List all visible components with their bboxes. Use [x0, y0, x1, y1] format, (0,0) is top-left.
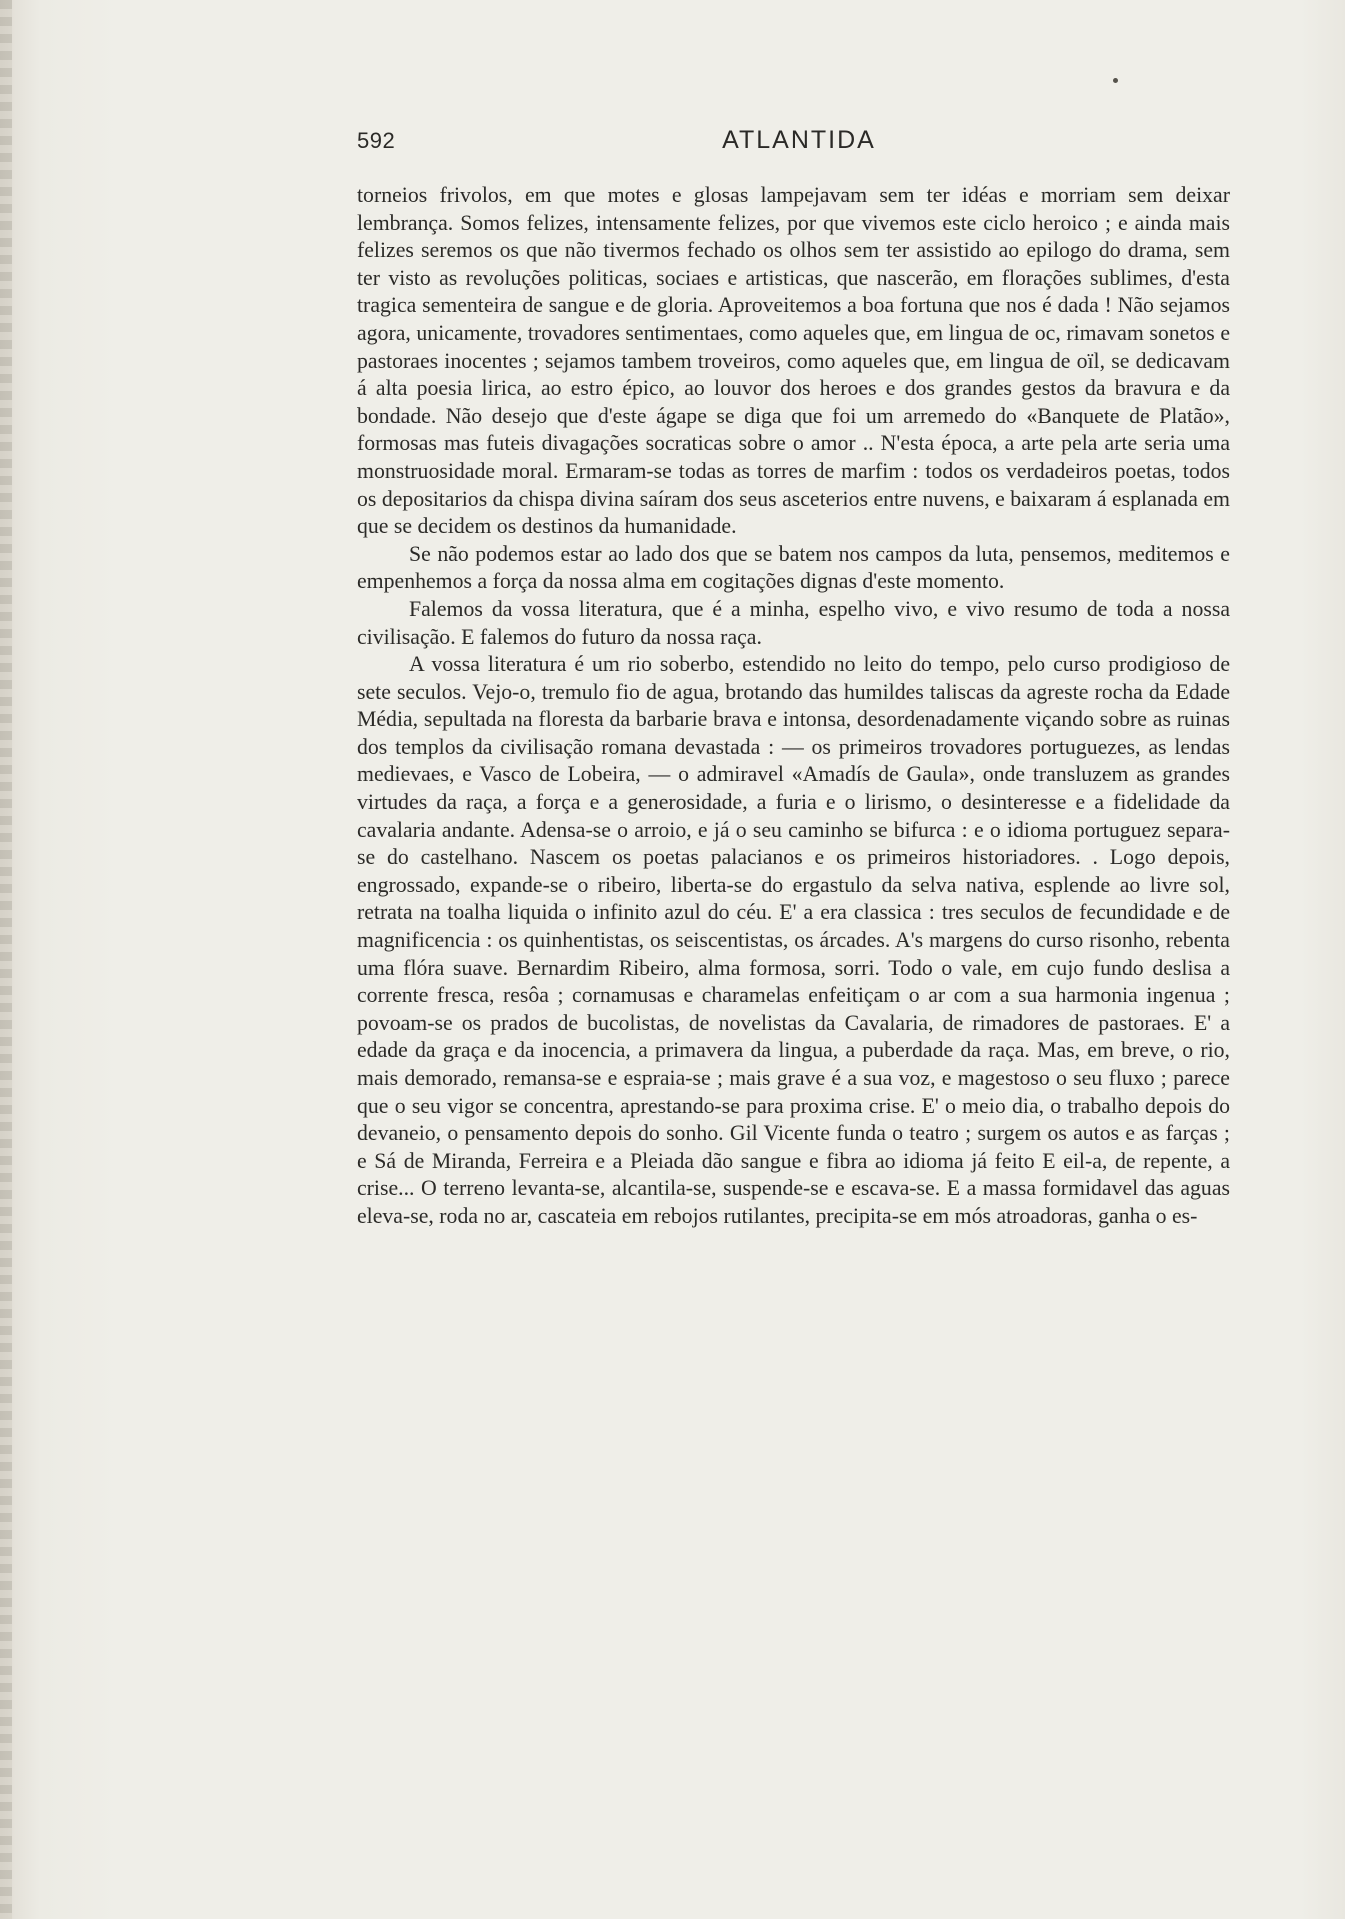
- page-number: 592: [357, 128, 396, 153]
- body-text: [357, 182, 1230, 1231]
- paragraph: A vossa literatura é um rio soberbo, estendido no leito do tempo, pelo curso prodigioso de sete seculos. Vejo-o, tremulo fio de agua, brotando das humildes taliscas da agreste rocha da Edade Média, sepultada na floresta da barbarie brava e intonsa, desordenadamente viçando sobre as ruinas dos templos da civilisação romana devastada : — os primeiros trovadores portuguezes, as lendas medievaes, e Vasco de Lobeira, — o admiravel «Amadís de Gaula», onde transluzem as grandes virtudes da raça, a força e a generosidade, a furia e o lirismo, o desinteresse e a fidelidade da cavalaria andante. Adensa-se o arroio, e já o seu caminho se bifurca : e o idioma portuguez separa-se do castelhano. Nascem os poetas palacianos e os primeiros historiadores. . Logo depois, engrossado, expande-se o ribeiro, liberta-se do ergastulo da selva nativa, esplende ao livre sol, retrata na toalha liquida o infinito azul do céu. E' a era classica : tres seculos de fecundidade e de magnificencia : os quinhentistas, os seiscentistas, os árcades. A's margens do curso risonho, rebenta uma flóra suave. Bernardim Ribeiro, alma formosa, sorri. Todo o vale, em cujo fundo deslisa a corrente fresca, resôa ; cornamusas e charamelas enfeitiçam o ar com a sua harmonia ingenua ; povoam-se os prados de bucolistas, de novelistas da Cavalaria, de rimadores de pastoraes. E' a edade da graça e da inocencia, a primavera da lingua, a puberdade da raça. Mas, em breve, o rio, mais demorado, remansa-se e espraia-se ; mais grave é a sua voz, e magestoso o seu fluxo ; parece que o seu vigor se concentra, aprestando-se para proxima crise. E' o meio dia, o trabalho depois do devaneio, o pensamento depois do sonho. Gil Vicente funda o teatro ; surgem os autos e as farças ; e Sá de Miranda, Ferreira e a Pleiada dão sangue e fibra ao idioma já feito E eil-a, de repente, a crise... O terreno levanta-se, alcantila-se, suspende-se e escava-se. E a massa formidavel das aguas eleva-se, roda no ar, cascateia em rebojos rutilantes, precipita-se em mós atroadoras, ganha o es-: [357, 652, 1230, 1228]
- ink-speck: [1113, 78, 1118, 83]
- page-header: [357, 124, 1241, 164]
- paragraph: Se não podemos estar ao lado dos que se batem nos campos da luta, pensemos, meditemos e empenhemos a força da nossa alma em cogitações dignas d'este momento.: [357, 541, 1230, 594]
- running-head: ATLANTIDA: [722, 126, 876, 154]
- paragraph: Falemos da vossa literatura, que é a minha, espelho vivo, e vivo resumo de toda a nossa civilisação. E falemos do futuro da nossa raça.: [357, 596, 1230, 649]
- paragraph: torneios frivolos, em que motes e glosas lampejavam sem ter idéas e morriam sem deixar lembrança. Somos felizes, intensamente felizes, por que vivemos este ciclo heroico ; e ainda mais felizes seremos os que não tivermos fechado os olhos sem ter assistido ao epilogo do drama, sem ter visto as revoluções politicas, sociaes e artisticas, que nascerão, em florações sublimes, d'esta tragica sementeira de sangue e de gloria. Aproveitemos a boa fortuna que nos é dada ! Não sejamos agora, unicamente, trovadores sentimentaes, como aqueles que, em lingua de oc, rimavam sonetos e pastoraes inocentes ; sejamos tambem troveiros, como aqueles que, em lingua de oïl, se dedicavam á alta poesia lirica, ao estro épico, ao louvor dos heroes e dos grandes gestos da bravura e da bondade. Não desejo que d'este ágape se diga que foi um arremedo do «Banquete de Platão», formosas mas futeis divagações socraticas sobre o amor .. N'esta época, a arte pela arte seria uma monstruosidade moral. Ermaram-se todas as torres de marfim : todos os verdadeiros poetas, todos os depositarios da chispa divina saíram dos seus asceterios entre nuvens, e baixaram á esplanada em que se decidem os destinos da humanidade.: [357, 183, 1230, 539]
- binding-edge: [0, 0, 12, 1919]
